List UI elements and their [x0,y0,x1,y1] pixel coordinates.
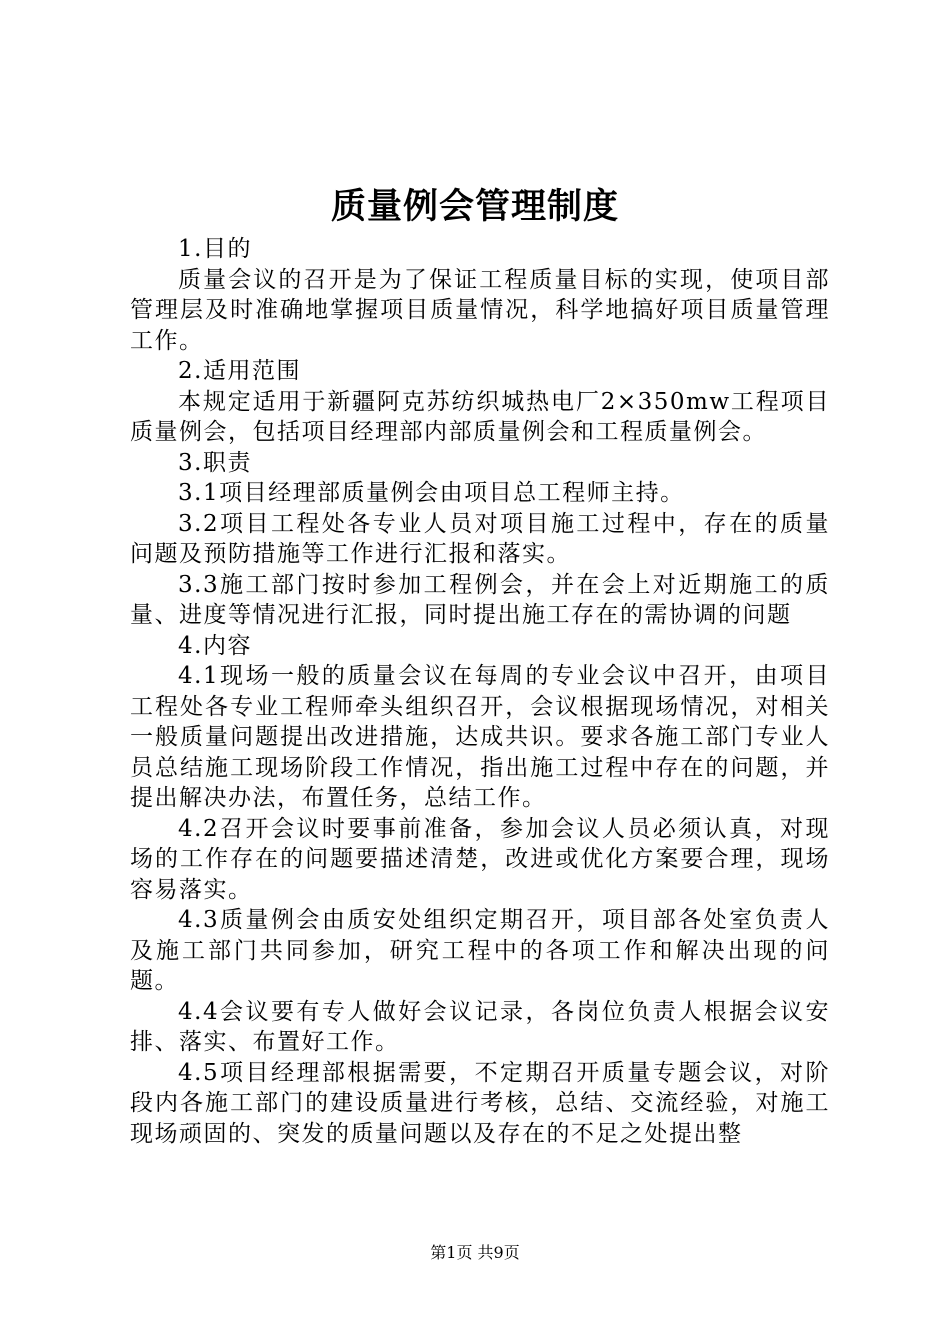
paragraph-3-3: 3.3施工部门按时参加工程例会，并在会上对近期施工的质量、进度等情况进行汇报，同时提出施工存在的需协调的问题 [130,571,830,628]
section-heading-purpose: 1.目的 [178,236,252,262]
page-number-footer: 第1页 共9页 [430,1243,520,1262]
paragraph-4-1: 4.1现场一般的质量会议在每周的专业会议中召开，由项目工程处各专业工程师牵头组织召开，会议根据现场情况，对相关一般质量问题提出改进措施，达成共识。要求各施工部门专业人员总结施工现场阶段工作情况，指出施工过程中存在的问题，并提出解决办法，布置任务，总结工作。 [130,663,830,811]
paragraph-purpose: 质量会议的召开是为了保证工程质量目标的实现，使项目部管理层及时准确地掌握项目质量情况，科学地搞好项目质量管理工作。 [130,266,830,354]
document-title: 质量例会管理制度 [330,186,619,227]
paragraph-scope: 本规定适用于新疆阿克苏纺织城热电厂2×350mw工程项目质量例会，包括项目经理部内部质量例会和工程质量例会。 [130,388,830,445]
document-body [130,234,830,1149]
paragraph-4-3: 4.3质量例会由质安处组织定期召开，项目部各处室负责人及施工部门共同参加，研究工程中的各项工作和解决出现的问题。 [130,907,830,994]
paragraph-4-4: 4.4会议要有专人做好会议记录，各岗位负责人根据会议安排、落实、布置好工作。 [130,998,830,1055]
section-heading-content: 4.内容 [178,632,252,659]
paragraph-3-2: 3.2项目工程处各专业人员对项目施工过程中，存在的质量问题及预防措施等工作进行汇报和落实。 [130,510,830,567]
section-heading-responsibilities: 3.职责 [178,449,252,476]
paragraph-4-2: 4.2召开会议时要事前准备，参加会议人员必须认真，对现场的工作存在的问题要描述清楚，改进或优化方案要合理，现场容易落实。 [130,815,830,903]
paragraph-4-5: 4.5项目经理部根据需要，不定期召开质量专题会议，对阶段内各施工部门的建设质量进行考核，总结、交流经验，对施工现场顽固的、突发的质量问题以及存在的不足之处提出整 [130,1059,830,1147]
paragraph-3-1: 3.1项目经理部质量例会由项目总工程师主持。 [178,480,685,506]
section-heading-scope: 2.适用范围 [178,358,301,384]
